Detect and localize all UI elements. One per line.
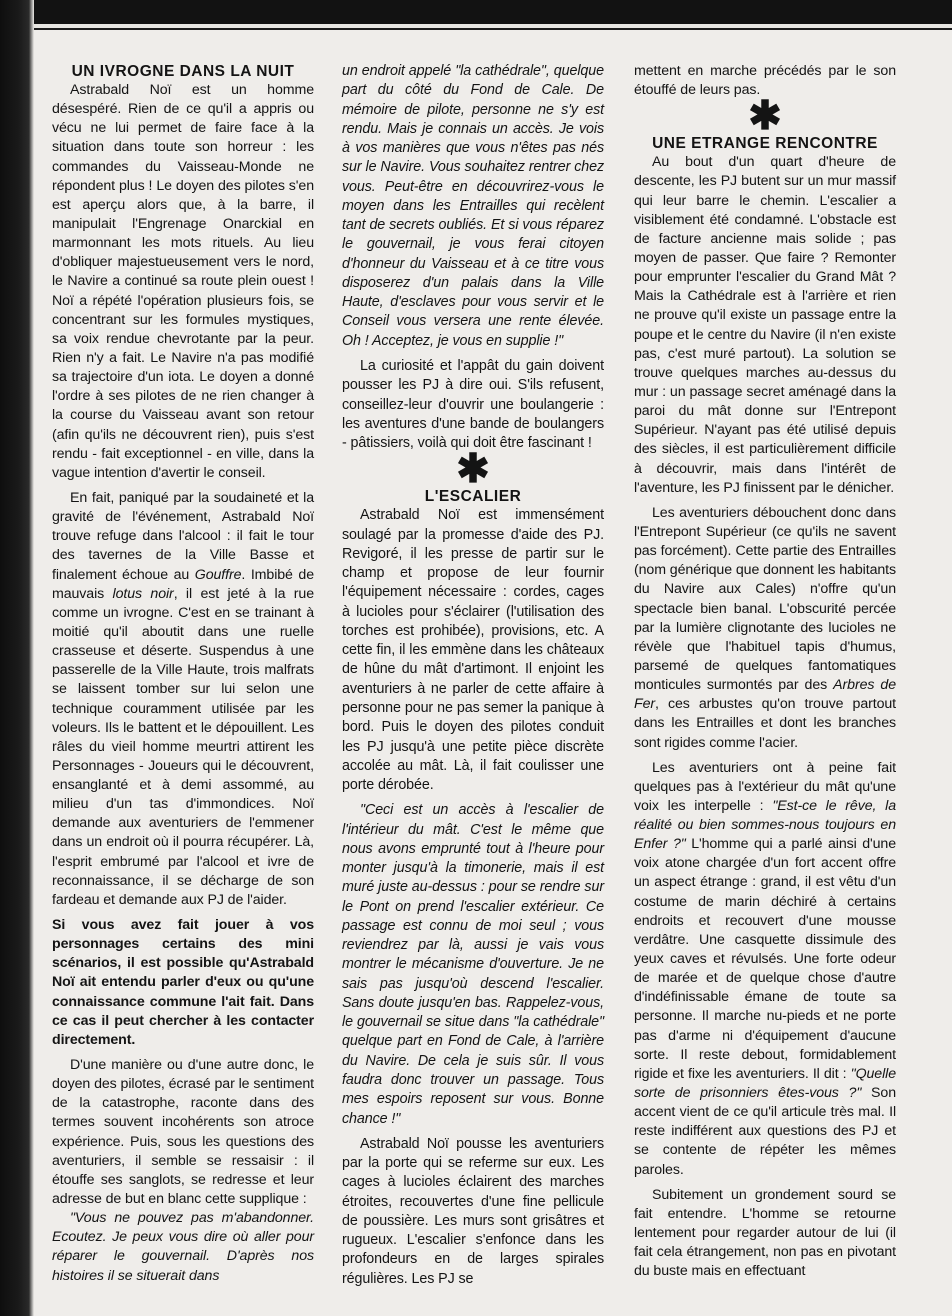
section-heading-un-ivrogne: UN IVROGNE DANS LA NUIT (71, 63, 295, 80)
italic-quote: "Quelle sorte de prisonniers êtes-vous ?" (634, 1065, 896, 1102)
text-run: L'homme qui a parlé ainsi d'une voix atone chargée d'un fort accent offre un aspect étrange : grand, il est vêtu d'un costume de marin déchiré à certains endroits et recouvert d'une mousse verdâtre. Une casquette dissimule des yeux caves et révulsés. Une forte odeur de marée et de quelque chose d'autre d'indéfinissable émane de toute sa personne. Il marche nu-pieds et ne porte pas d'arme ni d'équipement d'aucune sorte. Il reste debout, formidablement rigide et fixe les aventuriers. Il dit : (634, 836, 896, 1082)
text-run: Les aventuriers débouchent donc dans l'Entrepont Supérieur (ce qu'ils ne savent pas forcément). Cette partie des Entrailles (nom générique que donnent les habitants du Navire aux Cales) n'offre qu'un spectacle bien banal. L'obscurité percée par la lumière clignotante des lucioles ne révèle que l'habituel tapis d'humus, parsemé de quelques fantomatiques monticules surmontés par des (634, 504, 896, 694)
asterisk-divider-icon: ✱ (456, 447, 490, 492)
paragraph: Subitement un grondement sourd se fait entendre. L'homme se retourne lentement pour regarder autour de lui (il fait cela étrangement, non pas en pivotant du buste mais en effectuant (634, 1186, 896, 1280)
bold-note: Si vous avez fait jouer à vos personnages certains des mini scénarios, il est possible qu'Astrabald Noï ait entendu parler d'eux ou qu'une connaissance commune l'ait fait. Dans ce cas il peut chercher à les contacter directement. (52, 917, 314, 1048)
italic-term: lotus noir (112, 585, 174, 602)
quote-paragraph: "Ceci est un accès à l'escalier de l'intérieur du mât. C'est le même que nous avons emprunté tout à l'heure pour monter jusqu'à la timonerie, mais il est muré juste au-dessus : pour se rendre sur le Pont on prend l'escalier extérieur. Ce passage est connu de moi seul ; vous reviendrez par là, aussi je vais vous montrer le mécanisme d'ouverture. Je ne sais pas jusqu'où descend l'escalier. Sans doute jusqu'en bas. Rappelez-vous, le gouvernail se situe dans "la cathédrale" quelque part en Fond de Cale, à l'arrière du Navire. De cela je suis sûr. Il vous faudra donc trouver un passage. Tous mes espoirs reposent sur vous. Bonne chance !" (342, 802, 604, 1127)
text-run: , il est jeté à la rue comme un ivrogne. C'est en se trainant à moitié qu'il aboutit dans une ruelle crasseuse et déserte. Suspendus à une passerelle de la Ville Haute, trois malfrats se laissent tomber sur lui selon une technique couramment utilisée par les voleurs. Ils le battent et le dépouillent. Les râles du vieil homme meurtri attirent les Personnages - Joueurs qui le découvrent, ensanglanté et à demi assommé, au milieu d'un tas d'immondices. Noï demande aux aventuriers de l'emmener dans un endroit où il pourra récupérer. Là, l'esprit embrumé par l'alcool et ivre de reconnaissance, il se décharge de son fardeau et demande aux PJ de l'aider. (52, 585, 314, 908)
paragraph: Astrabald Noï est un homme désespéré. Rien de ce qu'il a appris ou vécu ne lui permet de faire face à la situation dans toute son horreur : les commandes du Vaisseau-Monde ne répondent plus ! Le doyen des pilotes s'en est aperçu alors que, à la barre, il manipulait l'Engrenage Onarckial en marmonnant les mots rituels. Au lieu d'obliquer majestueusement vers le nord, le Navire a continué sa route plein ouest ! Noï a répété l'opération plusieurs fois, se concentrant sur les formules mystiques, sa voix rendue chevrotante par la peur. Rien n'y a fait. Le Navire n'a pas modifié sa trajectoire d'un iota. Le doyen a donné l'ordre à ses pilotes de ne rien changer à la course du Vaisseau avant son retour (afin qu'ils ne découvrent rien), puis s'est rendu - fait exceptionnel - en ville, dans la vague intention d'avertir le conseil. (52, 82, 314, 481)
paragraph: Astrabald Noï est immensément soulagé par la promesse d'aide des PJ. Revigoré, il les presse de partir sur le champ et propose de leur fournir l'équipement nécessaire : cordes, cages à lucioles pour s'éclairer (l'utilisation des torches est prohibée), provisions, etc. A cette fin, il les emmène dans les châteaux de hûne du mât d'artimont. Il enjoint les aventuriers à ne parler de cette affaire à personne pour ne pas semer la panique à bord. Puis le doyen des pilotes conduit les PJ jusqu'à une petite pièce discrète accolée au mât. Là, il fait coulisser une porte dérobée. (342, 507, 604, 794)
italic-quote: "Est-ce le rêve, la réalité ou bien sommes-nous toujours en Enfer ?" (634, 797, 896, 853)
top-margin (0, 30, 952, 40)
paragraph: D'une manière ou d'une autre donc, le doyen des pilotes, écrasé par le sentiment de la catastrophe, raconte dans des termes souvent incohérents son atroce expérience. Puis, sous les questions des aventuriers, il semble se ressaisir : il étouffe ses sanglots, se redresse et leur adresse de but en blanc cette supplique : (52, 1057, 314, 1208)
text-run: En fait, paniqué par la soudaineté et la gravité de l'événement, Astrabald Noï trouve refuge dans l'alcool : il fait le tour des tavernes de la Ville Basse et finalement échoue au (52, 489, 314, 583)
paragraph: Astrabald Noï pousse les aventuriers par la porte qui se referme sur eux. Les cages à lucioles éclairent des marches étroites, recouvertes d'une fine pellicule de poussière. Les murs sont grisâtres et rugueux. L'escalier s'enfonce dans les profondeurs en de larges spirales régulières. Les PJ se (342, 1135, 604, 1287)
italic-term: Gouffre (194, 566, 242, 583)
text-run: . Imbibé de mauvais (52, 566, 315, 602)
paragraph (634, 759, 896, 1180)
top-dark-edge (0, 0, 952, 26)
italic-term: Arbres de Fer (634, 677, 896, 713)
text-run: Les aventuriers ont à peine fait quelques pas à l'extérieur du mât qu'une voix les interpelle : (634, 759, 896, 814)
section-heading-etrange-rencontre: UNE ETRANGE RENCONTRE (652, 135, 878, 153)
paragraph: Au bout d'un quart d'heure de descente, les PJ butent sur un mur massif qui leur barre le chemin. L'escalier a visiblement été condamné. L'obstacle est de facture ancienne mais solide ; pas moyen de passer. Que faire ? Remonter pour emprunter l'escalier du Grand Mât ? Mais la Cathédrale est à l'arrière et rien ne prouve qu'il existe un passage entre la poupe et le centre du Navire (il n'en existe pas, c'est muré partout). La solution se trouve quelques marches au-dessus du mur : un passage secret aménagé dans la paroi du mât donne sur l'Entrepont Supérieur. N'ayant pas été utilisé depuis des siècles, il est particulièrement difficile à découvrir, mais dans l'intérêt de l'aventure, les PJ finissent par le dénicher. (634, 154, 896, 496)
paragraph: La curiosité et l'appât du gain doivent pousser les PJ à dire oui. S'ils refusent, conseillez-leur d'ouvrir une boulangerie : les aventures d'une bande de boulangers - pâtissiers, voilà qui doit être fascinant ! (342, 357, 604, 452)
quote-paragraph: "Vous ne pouvez pas m'abandonner. Ecoutez. Je peux vous dire où aller pour réparer le gouvernail. D'après nos histoires il se situerait dans (52, 1210, 314, 1284)
paragraph: mettent en marche précédés par le son étouffé de leurs pas. (634, 63, 896, 99)
paragraph (634, 504, 896, 753)
text-column-3 (634, 62, 896, 1281)
quote-paragraph: un endroit appelé "la cathédrale", quelque part du côté du Fond de Cale. De mémoire de pilote, personne ne s'y est rendu. Mais je connais un accès. Je vois à vos manières que vous n'êtes pas nés sur le Navire. Vous souhaitez rentrer chez vous. Peut-être en découvrirez-vous le moyen dans les Entrailles qui recèlent tant de secrets oubliés. Et si vous réparez le gouvernail, je vous ferai citoyen d'honneur du Vaisseau et à ce titre vous disposerez d'un palais dans la Ville Haute, d'esclaves pour vous servir et le Conseil vous versera une rente élevée. Oh ! Acceptez, je vous en supplie !" (342, 63, 604, 349)
asterisk-divider-icon: ✱ (748, 94, 782, 139)
text-run: Son accent vient de ce qu'il articule très mal. Il reste indifférent aux questions des PJ et se contente de répéter les mêmes paroles. (634, 1085, 896, 1178)
text-column-1 (52, 62, 314, 1286)
left-binding-edge (0, 0, 34, 1316)
text-run: , ces arbustes qu'on trouve partout dans les Entrailles et dont les branches sont rigides comme l'acier. (634, 696, 896, 751)
text-column-2 (342, 62, 604, 1289)
section-heading-escalier: L'ESCALIER (424, 488, 522, 506)
paragraph (52, 489, 314, 910)
